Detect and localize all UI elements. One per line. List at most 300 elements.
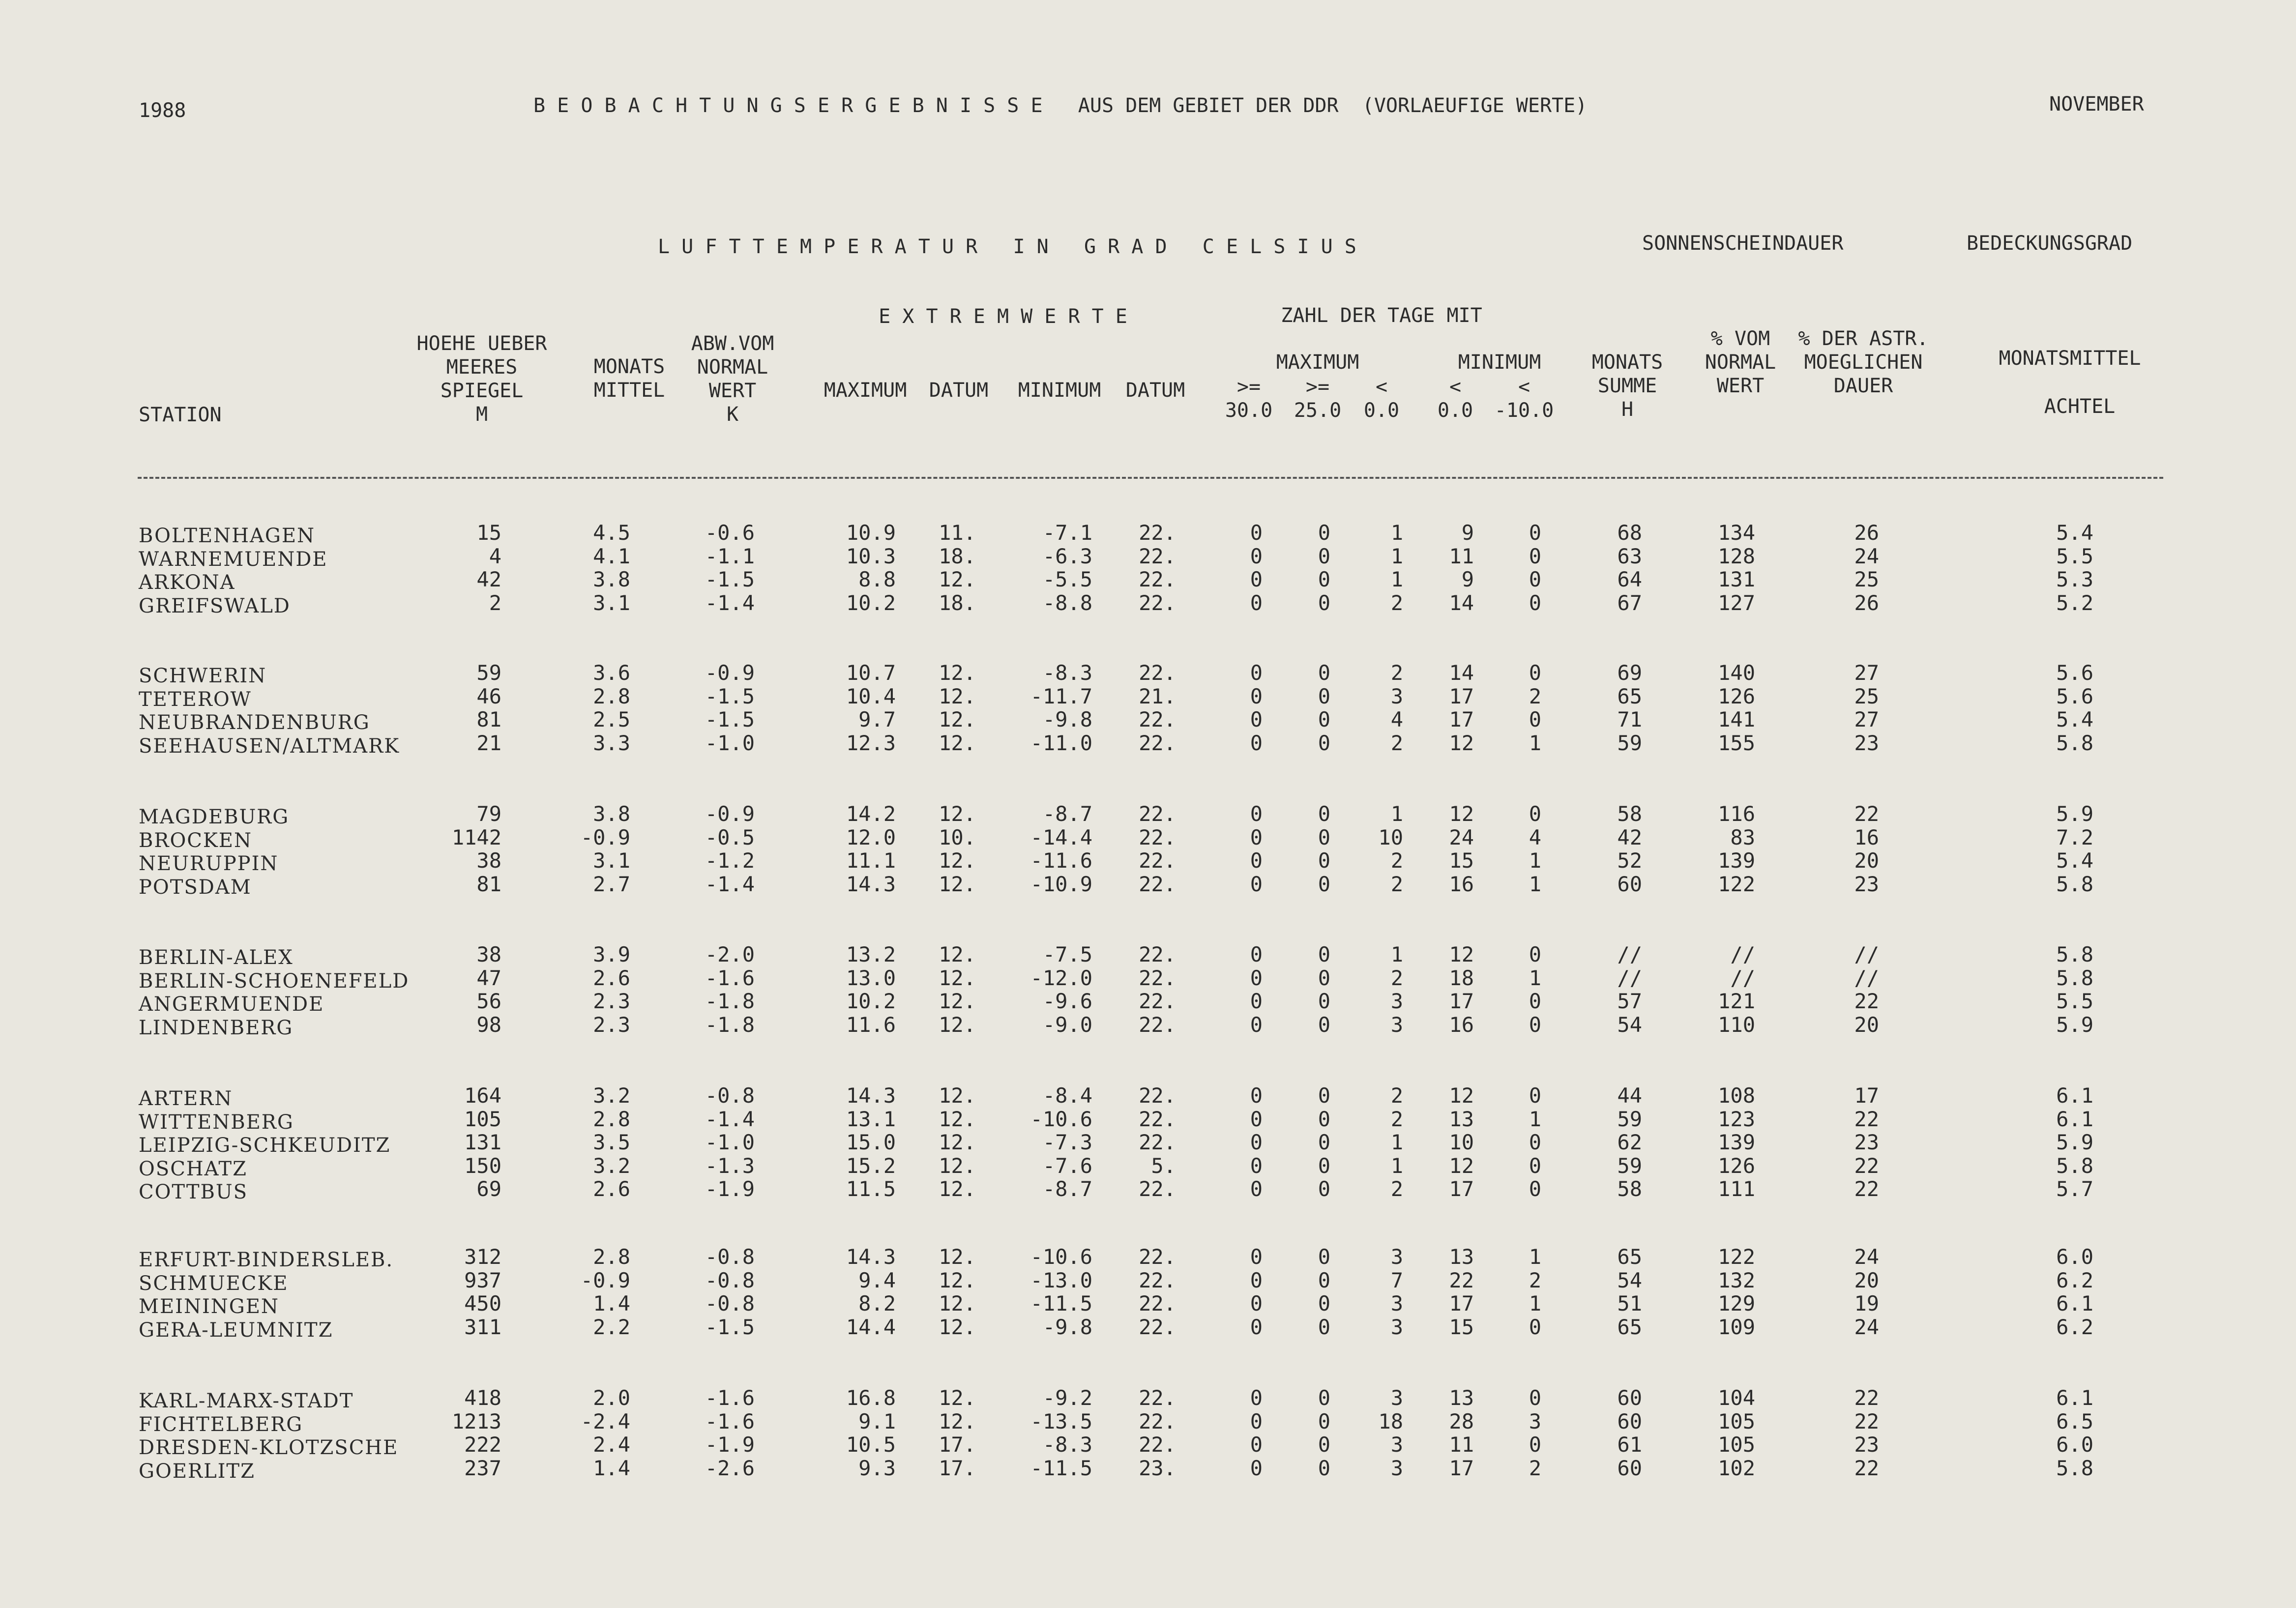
cell-days-ge30: 0	[1250, 521, 1263, 545]
cell-sun-pct-normal: 155	[1718, 731, 1755, 755]
cell-sun-sum: 59	[1617, 1153, 1642, 1178]
cell-days-ge30: 0	[1250, 965, 1263, 990]
cell-sun-sum: 52	[1617, 848, 1642, 873]
cell-days-ge30: 0	[1250, 1433, 1263, 1457]
cell-minimum: -9.0	[1042, 1012, 1092, 1037]
cell-elevation: 15	[476, 521, 501, 545]
cell-elevation: 164	[464, 1083, 501, 1108]
cell-deviation: -0.8	[705, 1268, 755, 1292]
cell-maximum: 9.3	[858, 1456, 896, 1480]
cell-maximum: 13.0	[846, 965, 896, 990]
cell-days-min-ltm10: 0	[1529, 942, 1541, 966]
cell-days-min-lt0: 17	[1449, 684, 1474, 708]
cell-maximum: 10.2	[846, 989, 896, 1013]
cell-min-date: 22.	[1139, 965, 1176, 990]
cell-maximum: 12.3	[846, 731, 896, 755]
cell-station: BERLIN-ALEX	[139, 946, 294, 969]
cell-days-min-lt0: 16	[1449, 1012, 1474, 1037]
cell-max-date: 12.	[939, 1268, 976, 1292]
cell-days-ge25: 0	[1318, 707, 1330, 731]
cell-station: ANGERMUENDE	[139, 993, 324, 1016]
cell-min-date: 22.	[1139, 1130, 1176, 1154]
cell-days-min-ltm10: 0	[1529, 1153, 1541, 1178]
cell-sun-pct-normal: //	[1730, 965, 1755, 990]
cell-sun-pct-normal: 128	[1718, 544, 1755, 568]
cell-minimum: -11.6	[1030, 848, 1092, 873]
cell-station: BROCKEN	[139, 829, 252, 852]
cell-sun-pct-astro: 17	[1854, 1083, 1879, 1108]
cell-days-min-ltm10: 2	[1529, 1268, 1541, 1292]
cell-monthly-mean: 3.2	[593, 1153, 630, 1178]
cell-sun-pct-normal: 126	[1718, 1153, 1755, 1178]
cell-minimum: -6.3	[1042, 544, 1092, 568]
cell-min-date: 23.	[1139, 1456, 1176, 1480]
cell-station: TETEROW	[139, 688, 252, 711]
cell-days-ge25: 0	[1318, 802, 1330, 826]
table-row	[0, 825, 2296, 852]
cell-sun-pct-astro: 19	[1854, 1291, 1879, 1316]
cell-minimum: -13.5	[1030, 1409, 1092, 1433]
cell-days-max-lt0: 2	[1390, 1177, 1403, 1201]
cell-maximum: 11.1	[846, 848, 896, 873]
cell-deviation: -0.9	[705, 802, 755, 826]
cell-cloud-mean: 5.6	[2056, 661, 2093, 685]
cell-days-min-ltm10: 1	[1529, 1245, 1541, 1269]
cell-days-min-lt0: 10	[1449, 1130, 1474, 1154]
cell-days-min-lt0: 15	[1449, 848, 1474, 873]
cell-days-min-lt0: 13	[1449, 1107, 1474, 1131]
cell-days-min-ltm10: 0	[1529, 567, 1541, 591]
cell-max-date: 12.	[939, 684, 976, 708]
cell-monthly-mean: 3.9	[593, 942, 630, 966]
cell-max-date: 12.	[939, 1386, 976, 1410]
cell-sun-pct-normal: 140	[1718, 661, 1755, 685]
cell-minimum: -9.2	[1042, 1386, 1092, 1410]
cell-days-ge30: 0	[1250, 684, 1263, 708]
cell-days-min-lt0: 15	[1449, 1315, 1474, 1339]
cell-elevation: 237	[464, 1456, 501, 1480]
cell-sun-pct-astro: 22	[1854, 1386, 1879, 1410]
table-row	[0, 942, 2296, 969]
cell-maximum: 11.5	[846, 1177, 896, 1201]
cell-deviation: -1.8	[705, 989, 755, 1013]
cell-sun-sum: 61	[1617, 1433, 1642, 1457]
cell-deviation: -1.2	[705, 848, 755, 873]
table-row	[0, 521, 2296, 545]
cell-minimum: -7.6	[1042, 1153, 1092, 1178]
cell-sun-pct-normal: 83	[1730, 825, 1755, 849]
cell-days-max-lt0: 3	[1390, 1433, 1403, 1457]
cell-monthly-mean: 1.4	[593, 1291, 630, 1316]
cell-days-max-lt0: 1	[1390, 544, 1403, 568]
cell-sun-sum: 71	[1617, 707, 1642, 731]
cell-sun-pct-astro: 23	[1854, 1433, 1879, 1457]
table-row	[0, 1268, 2296, 1295]
cell-sun-pct-astro: 22	[1854, 1153, 1879, 1178]
cell-sun-sum: 54	[1617, 1012, 1642, 1037]
table-row	[0, 591, 2296, 615]
table-row	[0, 802, 2296, 826]
col-extremes-group: E X T R E M W E R T E	[879, 305, 1127, 328]
cell-cloud-mean: 6.1	[2056, 1386, 2093, 1410]
cell-cloud-mean: 5.4	[2056, 521, 2093, 545]
cell-sun-pct-astro: 20	[1854, 848, 1879, 873]
table-row	[0, 684, 2296, 711]
cell-deviation: -0.9	[705, 661, 755, 685]
cell-days-ge25: 0	[1318, 521, 1330, 545]
cell-sun-sum: 69	[1617, 661, 1642, 685]
cell-days-min-ltm10: 0	[1529, 661, 1541, 685]
cell-min-date: 22.	[1139, 1083, 1176, 1108]
cell-sun-pct-normal: 131	[1718, 567, 1755, 591]
cell-cloud-mean: 5.5	[2056, 989, 2093, 1013]
cell-days-ge30: 0	[1250, 1409, 1263, 1433]
cell-cloud-mean: 6.2	[2056, 1315, 2093, 1339]
cell-maximum: 16.8	[846, 1386, 896, 1410]
cell-days-min-lt0: 13	[1449, 1386, 1474, 1410]
cell-cloud-mean: 5.8	[2056, 942, 2093, 966]
cell-days-ge30: 0	[1250, 1456, 1263, 1480]
cell-sun-sum: 59	[1617, 731, 1642, 755]
section-temperature: L U F T T E M P E R A T U R I N G R A D C E L S I U S	[658, 235, 1356, 258]
cell-sun-pct-astro: 16	[1854, 825, 1879, 849]
cell-max-date: 12.	[939, 989, 976, 1013]
cell-elevation: 312	[464, 1245, 501, 1269]
cell-days-min-ltm10: 0	[1529, 989, 1541, 1013]
cell-days-ge30: 0	[1250, 1012, 1263, 1037]
cell-days-ge30: 0	[1250, 567, 1263, 591]
cell-min-date: 22.	[1139, 1268, 1176, 1292]
cell-min-date: 22.	[1139, 567, 1176, 591]
cell-monthly-mean: 3.8	[593, 802, 630, 826]
cell-station: WITTENBERG	[139, 1111, 294, 1134]
cell-minimum: -12.0	[1030, 965, 1092, 990]
cell-min-date: 22.	[1139, 590, 1176, 615]
cell-station: DRESDEN-KLOTZSCHE	[139, 1436, 399, 1459]
cell-max-date: 12.	[939, 1107, 976, 1131]
cell-days-min-lt0: 12	[1449, 1083, 1474, 1108]
cell-days-ge30: 0	[1250, 1153, 1263, 1178]
cell-elevation: 937	[464, 1268, 501, 1292]
cell-sun-pct-normal: 102	[1718, 1456, 1755, 1480]
col-days-group: ZAHL DER TAGE MIT	[1281, 304, 1482, 327]
cell-days-ge30: 0	[1250, 1268, 1263, 1292]
cell-monthly-mean: 3.3	[593, 731, 630, 755]
cell-cloud-mean: 5.4	[2056, 848, 2093, 873]
cell-monthly-mean: 2.8	[593, 1245, 630, 1269]
cell-days-min-ltm10: 0	[1529, 1012, 1541, 1037]
cell-station: GERA-LEUMNITZ	[139, 1318, 333, 1342]
cell-deviation: -1.4	[705, 590, 755, 615]
cell-maximum: 14.3	[846, 872, 896, 896]
cell-deviation: -1.4	[705, 1107, 755, 1131]
cell-cloud-mean: 5.2	[2056, 590, 2093, 615]
table-row	[0, 1315, 2296, 1342]
cell-max-date: 12.	[939, 661, 976, 685]
cell-days-ge25: 0	[1318, 684, 1330, 708]
cell-cloud-mean: 5.4	[2056, 707, 2093, 731]
cell-monthly-mean: 2.6	[593, 1177, 630, 1201]
cell-min-date: 22.	[1139, 1012, 1176, 1037]
cell-sun-sum: 68	[1617, 521, 1642, 545]
cell-minimum: -8.8	[1042, 590, 1092, 615]
cell-monthly-mean: -0.9	[580, 825, 630, 849]
cell-min-date: 22.	[1139, 802, 1176, 826]
cell-days-ge25: 0	[1318, 1107, 1330, 1131]
cell-days-min-lt0: 12	[1449, 802, 1474, 826]
cell-sun-sum: //	[1617, 942, 1642, 966]
cell-days-max-lt0: 1	[1390, 1130, 1403, 1154]
cell-max-date: 18.	[939, 590, 976, 615]
cell-days-max-lt0: 2	[1390, 731, 1403, 755]
col-days-ge25: >= 25.0	[1294, 376, 1342, 422]
cell-days-max-lt0: 3	[1390, 989, 1403, 1013]
cell-days-min-ltm10: 1	[1529, 1107, 1541, 1131]
table-row	[0, 1177, 2296, 1201]
cell-minimum: -8.4	[1042, 1083, 1092, 1108]
cell-days-ge30: 0	[1250, 1291, 1263, 1316]
cell-deviation: -0.8	[705, 1083, 755, 1108]
cell-min-date: 22.	[1139, 544, 1176, 568]
cell-monthly-mean: 2.2	[593, 1315, 630, 1339]
cell-sun-pct-astro: 22	[1854, 989, 1879, 1013]
cell-maximum: 10.3	[846, 544, 896, 568]
cell-station: MAGDEBURG	[139, 806, 290, 828]
cell-days-ge30: 0	[1250, 1107, 1263, 1131]
cell-days-ge30: 0	[1250, 731, 1263, 755]
cell-elevation: 98	[476, 1012, 501, 1037]
cell-monthly-mean: 2.5	[593, 707, 630, 731]
cell-minimum: -8.3	[1042, 1433, 1092, 1457]
cell-sun-pct-normal: //	[1730, 942, 1755, 966]
cell-days-max-lt0: 1	[1390, 1153, 1403, 1178]
cell-min-date: 22.	[1139, 1386, 1176, 1410]
cell-cloud-mean: 5.8	[2056, 1456, 2093, 1480]
cell-minimum: -11.5	[1030, 1456, 1092, 1480]
cell-days-min-lt0: 24	[1449, 825, 1474, 849]
cell-cloud-mean: 5.5	[2056, 544, 2093, 568]
cell-days-ge30: 0	[1250, 825, 1263, 849]
cell-monthly-mean: 3.2	[593, 1083, 630, 1108]
cell-maximum: 12.0	[846, 825, 896, 849]
col-minimum: MINIMUM	[1018, 379, 1101, 402]
cell-min-date: 22.	[1139, 1315, 1176, 1339]
cell-station: WARNEMUENDE	[139, 548, 328, 571]
cell-monthly-mean: 2.8	[593, 1107, 630, 1131]
cell-station: SCHWERIN	[139, 665, 267, 687]
table-row	[0, 1154, 2296, 1178]
cell-monthly-mean: 4.5	[593, 521, 630, 545]
cell-days-max-lt0: 1	[1390, 521, 1403, 545]
cell-max-date: 12.	[939, 1153, 976, 1178]
col-monthly-mean: MONATS MITTEL	[593, 355, 665, 402]
cell-days-ge25: 0	[1318, 1433, 1330, 1457]
cell-deviation: -2.0	[705, 942, 755, 966]
cell-days-min-lt0: 17	[1449, 707, 1474, 731]
cell-sun-sum: 60	[1617, 1386, 1642, 1410]
cell-deviation: -1.6	[705, 1386, 755, 1410]
cell-minimum: -9.8	[1042, 707, 1092, 731]
cell-elevation: 47	[476, 965, 501, 990]
cell-max-date: 18.	[939, 544, 976, 568]
cell-days-min-lt0: 18	[1449, 965, 1474, 990]
cell-days-min-lt0: 16	[1449, 872, 1474, 896]
cell-max-date: 12.	[939, 965, 976, 990]
cell-days-min-ltm10: 0	[1529, 1386, 1541, 1410]
cell-sun-pct-normal: 123	[1718, 1107, 1755, 1131]
cell-elevation: 1213	[451, 1409, 501, 1433]
cell-days-max-lt0: 18	[1378, 1409, 1403, 1433]
cell-days-ge25: 0	[1318, 1130, 1330, 1154]
cell-station: NEUBRANDENBURG	[139, 711, 370, 734]
cell-cloud-mean: 6.1	[2056, 1083, 2093, 1108]
table-row	[0, 1292, 2296, 1316]
cell-station: LINDENBERG	[139, 1016, 294, 1039]
cell-minimum: -8.7	[1042, 1177, 1092, 1201]
cell-sun-pct-astro: 27	[1854, 707, 1879, 731]
cell-elevation: 46	[476, 684, 501, 708]
cell-station: GREIFSWALD	[139, 594, 291, 617]
cell-days-ge30: 0	[1250, 1130, 1263, 1154]
cell-sun-sum: 60	[1617, 1456, 1642, 1480]
cell-days-ge25: 0	[1318, 661, 1330, 685]
cell-minimum: -10.6	[1030, 1245, 1092, 1269]
cell-days-max-lt0: 2	[1390, 965, 1403, 990]
cell-monthly-mean: 2.4	[593, 1433, 630, 1457]
cell-minimum: -11.7	[1030, 684, 1092, 708]
cell-sun-pct-astro: 26	[1854, 521, 1879, 545]
table-row	[0, 1433, 2296, 1457]
cell-minimum: -14.4	[1030, 825, 1092, 849]
cell-deviation: -1.1	[705, 544, 755, 568]
cell-days-ge25: 0	[1318, 1177, 1330, 1201]
cell-sun-sum: //	[1617, 965, 1642, 990]
cell-station: GOERLITZ	[139, 1460, 255, 1483]
cell-elevation: 81	[476, 707, 501, 731]
cell-days-min-ltm10: 4	[1529, 825, 1541, 849]
cell-sun-pct-normal: 116	[1718, 802, 1755, 826]
cell-days-ge25: 0	[1318, 1386, 1330, 1410]
cell-station: POTSDAM	[139, 876, 252, 899]
cell-days-ge25: 0	[1318, 1409, 1330, 1433]
cell-elevation: 2	[489, 590, 501, 615]
cell-days-max-lt0: 3	[1390, 1012, 1403, 1037]
cell-maximum: 13.2	[846, 942, 896, 966]
cell-deviation: -0.5	[705, 825, 755, 849]
cell-max-date: 12.	[939, 1012, 976, 1037]
cell-deviation: -0.8	[705, 1245, 755, 1269]
cell-cloud-mean: 5.9	[2056, 1012, 2093, 1037]
cell-days-min-ltm10: 0	[1529, 707, 1541, 731]
cell-max-date: 12.	[939, 707, 976, 731]
cell-min-date: 22.	[1139, 1291, 1176, 1316]
cell-days-ge25: 0	[1318, 1083, 1330, 1108]
cell-min-date: 22.	[1139, 825, 1176, 849]
cell-days-max-lt0: 3	[1390, 1386, 1403, 1410]
table-row	[0, 1130, 2296, 1157]
cell-sun-sum: 54	[1617, 1268, 1642, 1292]
col-days-max-group: MAXIMUM	[1276, 351, 1359, 374]
table-row	[0, 707, 2296, 734]
cell-cloud-mean: 6.0	[2056, 1245, 2093, 1269]
cell-maximum: 8.8	[858, 567, 896, 591]
cell-sun-pct-normal: 126	[1718, 684, 1755, 708]
cell-cloud-mean: 6.5	[2056, 1409, 2093, 1433]
cell-max-date: 12.	[939, 1315, 976, 1339]
cell-monthly-mean: 2.8	[593, 684, 630, 708]
cell-days-ge30: 0	[1250, 707, 1263, 731]
cell-max-date: 12.	[939, 872, 976, 896]
cell-deviation: -1.8	[705, 1012, 755, 1037]
cell-elevation: 1142	[451, 825, 501, 849]
cell-days-min-ltm10: 0	[1529, 521, 1541, 545]
cell-days-max-lt0: 1	[1390, 802, 1403, 826]
cell-maximum: 8.2	[858, 1291, 896, 1316]
cell-days-min-ltm10: 0	[1529, 544, 1541, 568]
cell-cloud-mean: 5.8	[2056, 965, 2093, 990]
col-maximum: MAXIMUM	[824, 379, 907, 402]
table-row	[0, 567, 2296, 594]
cell-days-min-lt0: 17	[1449, 989, 1474, 1013]
cell-sun-sum: 58	[1617, 802, 1642, 826]
cell-sun-pct-astro: 24	[1854, 1245, 1879, 1269]
cell-max-date: 12.	[939, 731, 976, 755]
cell-station: COTTBUS	[139, 1181, 248, 1203]
col-sun-pct-astro: % DER ASTR. MOEGLICHEN DAUER	[1798, 327, 1929, 397]
cell-maximum: 15.0	[846, 1130, 896, 1154]
cell-station: ARKONA	[139, 571, 235, 594]
cell-monthly-mean: 2.7	[593, 872, 630, 896]
cell-minimum: -8.3	[1042, 661, 1092, 685]
cell-elevation: 42	[476, 567, 501, 591]
cell-max-date: 17.	[939, 1433, 976, 1457]
cell-monthly-mean: 1.4	[593, 1456, 630, 1480]
cell-days-min-ltm10: 0	[1529, 1130, 1541, 1154]
cell-days-ge30: 0	[1250, 1083, 1263, 1108]
cell-station: FICHTELBERG	[139, 1413, 303, 1436]
cell-minimum: -10.9	[1030, 872, 1092, 896]
cell-sun-pct-astro: 24	[1854, 1315, 1879, 1339]
cell-days-min-lt0: 12	[1449, 731, 1474, 755]
cell-sun-pct-astro: //	[1854, 942, 1879, 966]
cell-days-min-ltm10: 0	[1529, 802, 1541, 826]
cell-maximum: 9.4	[858, 1268, 896, 1292]
cell-monthly-mean: 3.1	[593, 590, 630, 615]
cell-days-min-lt0: 12	[1449, 942, 1474, 966]
cell-days-min-ltm10: 2	[1529, 684, 1541, 708]
cell-days-min-lt0: 28	[1449, 1409, 1474, 1433]
cell-monthly-mean: 2.3	[593, 1012, 630, 1037]
cell-days-max-lt0: 3	[1390, 1315, 1403, 1339]
cell-cloud-mean: 5.7	[2056, 1177, 2093, 1201]
cell-days-ge30: 0	[1250, 989, 1263, 1013]
cell-max-date: 12.	[939, 848, 976, 873]
cell-max-date: 12.	[939, 942, 976, 966]
cell-sun-sum: 64	[1617, 567, 1642, 591]
cell-days-ge25: 0	[1318, 1012, 1330, 1037]
cell-sun-sum: 60	[1617, 1409, 1642, 1433]
cell-days-ge25: 0	[1318, 1456, 1330, 1480]
cell-elevation: 311	[464, 1315, 501, 1339]
cell-days-min-ltm10: 1	[1529, 872, 1541, 896]
cell-monthly-mean: 3.8	[593, 567, 630, 591]
cell-days-ge30: 0	[1250, 1386, 1263, 1410]
cell-cloud-mean: 6.1	[2056, 1107, 2093, 1131]
cell-days-max-lt0: 2	[1390, 661, 1403, 685]
cell-days-min-lt0: 14	[1449, 590, 1474, 615]
header-divider	[138, 477, 2163, 479]
col-days-min-lt0: < 0.0	[1437, 376, 1473, 422]
